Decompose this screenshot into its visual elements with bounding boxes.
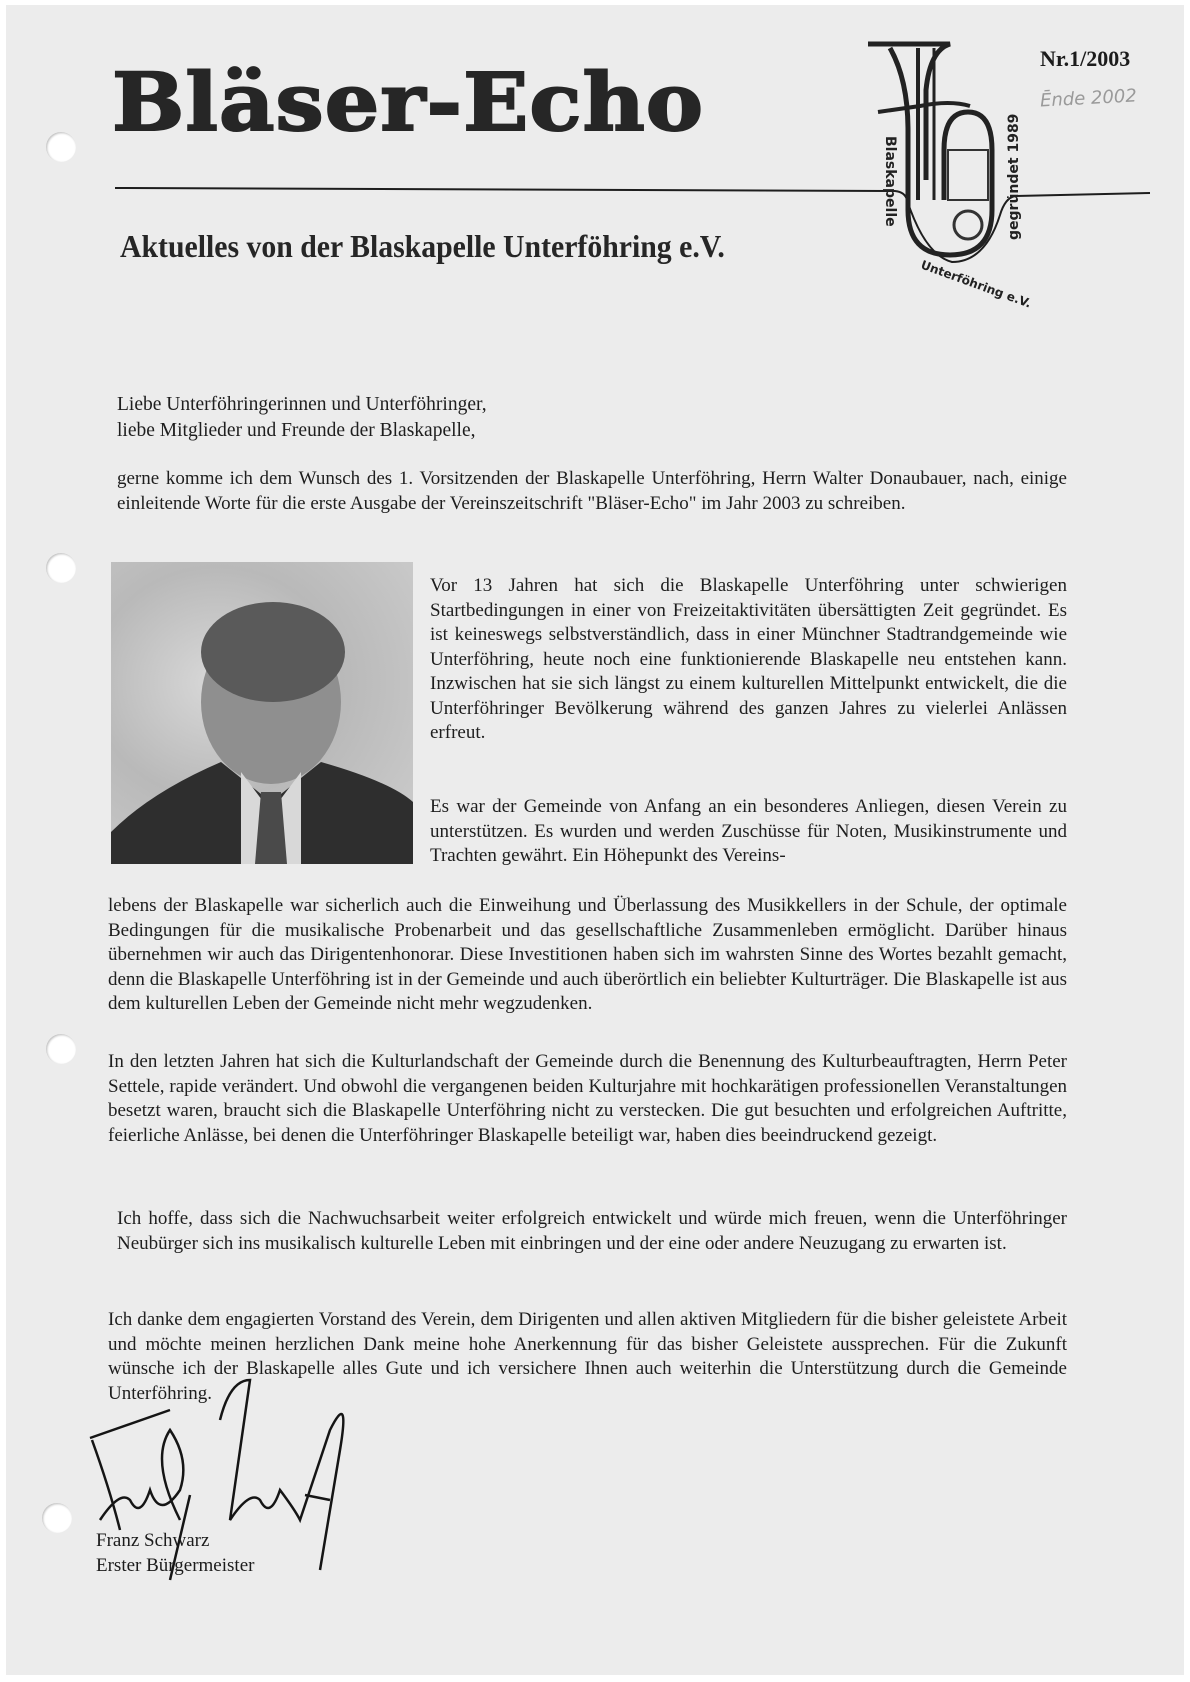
punch-hole bbox=[46, 1034, 76, 1064]
punch-hole bbox=[46, 553, 76, 583]
punch-hole bbox=[42, 1503, 72, 1533]
salutation-line: liebe Mitglieder und Freunde der Blaskapelle, bbox=[117, 420, 476, 441]
paragraph: Ich danke dem engagierten Vorstand des Verein, dem Dirigenten und allen aktiven Mitgliedern für die bisher geleistete Arbeit und möchte meinen herzlichen Dank meine hohe Anerkennung für das bisher Geleistete aussprechen. Für die Zukunft wünsche ich der Blaskapelle alles Gute und ich versichere Ihnen auch weiterhin die Unterstützung durch die Gemeinde Unterföhring. bbox=[108, 1309, 1067, 1404]
paragraph: gerne komme ich dem Wunsch des 1. Vorsitzenden der Blaskapelle Unterföhring, Herrn Walter Donaubauer, nach, einige einleitende Worte für die erste Ausgabe der Vereinszeitschrift "Bläser-Echo" im Jahr 2003 zu schreiben. bbox=[117, 468, 1067, 514]
subtitle: Aktuelles von der Blaskapelle Unterföhring e.V. bbox=[120, 228, 725, 264]
svg-text:Blaskapelle: Blaskapelle bbox=[882, 136, 898, 227]
masthead-title: Bläser-Echo bbox=[112, 55, 705, 149]
signer-title: Erster Bürgermeister bbox=[96, 1555, 255, 1576]
handwritten-note: Ēnde 2002 bbox=[1039, 85, 1138, 112]
paragraph: Ich hoffe, dass sich die Nachwuchsarbeit weiter erfolgreich entwickelt und würde mich freuen, wenn die Unterföhringer Neubürger sich ins musikalisch kulturelle Leben mit einbringen und der eine oder andere Neuzugang zu erwarten ist. bbox=[117, 1208, 1067, 1254]
svg-text:gegründet 1989: gegründet 1989 bbox=[1006, 113, 1022, 240]
salutation bbox=[117, 392, 617, 444]
tuba-icon bbox=[860, 40, 1040, 311]
svg-text:Unterföhring e.V.: Unterföhring e.V. bbox=[918, 257, 1034, 311]
issue-number: Nr.1/2003 bbox=[1040, 46, 1131, 71]
paragraph: Vor 13 Jahren hat sich die Blaskapelle Unterföhring unter schwierigen Startbedingungen in einer von Freizeitaktivitäten übersättigten Zeit gegründet. Es ist keineswegs selbstverständlich, dass in einer Münchner Stadtrandgemeinde wie Unterföhring, heute noch eine funktionierende Blaskapelle neu entstehen kann. Inzwischen hat sie sich längst zu einem kulturellen Mittelpunkt entwickelt, die die Unterföhringer Bevölkerung während des ganzen Jahres zu vielerlei Anlässen erfreut. bbox=[430, 575, 1067, 743]
paragraph: lebens der Blaskapelle war sicherlich auch die Einweihung und Überlassung des Musikkellers in der Schule, der optimale Bedingungen für die musikalische Probenarbeit und das gesellschaftliche Zusammenleben ermöglicht. Darüber hinaus übernehmen wir auch das Dirigentenhonorar. Diese Investitionen haben sich im wahrsten Sinne des Wortes bezahlt gemacht, denn die Blaskapelle Unterföhring ist in der Gemeinde und auch überörtlich ein beliebter Kulturträger. Die Blaskapelle ist aus dem kulturellen Leben der Gemeinde nicht mehr wegzudenken. bbox=[108, 895, 1067, 1014]
paragraph: In den letzten Jahren hat sich die Kulturlandschaft der Gemeinde durch die Benennung des Kulturbeauftragten, Herrn Peter Settele, rapide verändert. Und obwohl die vergangenen beiden Kulturjahre mit hochkarätigen professionellen Veranstaltungen besetzt waren, braucht sich die Blaskapelle Unterföhring nicht zu verstecken. Die gut besuchten und erfolgreichen Auftritte, feierliche Anlässe, bei denen die Unterföhringer Blaskapelle beteiligt war, haben dies beeindruckend gezeigt. bbox=[108, 1051, 1067, 1146]
salutation-line: Liebe Unterföhringerinnen und Unterföhringer, bbox=[117, 394, 487, 415]
signer-name: Franz Schwarz bbox=[96, 1530, 210, 1551]
paragraph: Es war der Gemeinde von Anfang an ein besonderes Anliegen, diesen Verein zu unterstützen. Es wurden und werden Zuschüsse für Noten, Musikinstrumente und Trachten gewährt. Ein Höhepunkt des Vereins- bbox=[430, 796, 1067, 866]
signature-block bbox=[96, 1528, 254, 1578]
portrait-photo bbox=[111, 562, 413, 864]
